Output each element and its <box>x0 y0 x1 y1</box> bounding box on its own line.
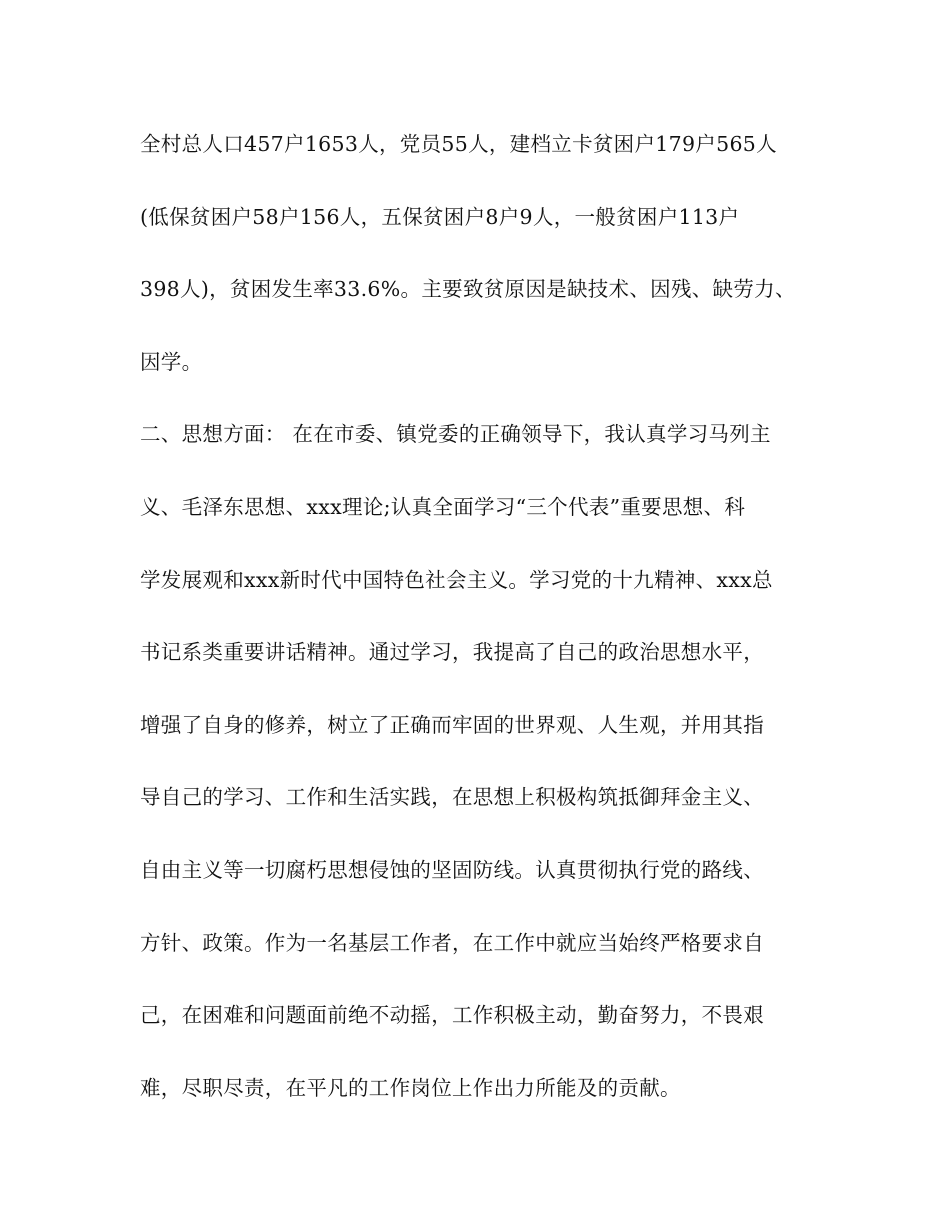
text-line: 自由主义等一切腐朽思想侵蚀的坚固防线。认真贯彻执行党的路线、 <box>140 857 764 882</box>
text-line: 导自己的学习、工作和生活实践，在思想上积极构筑抵御拜金主义、 <box>140 785 764 810</box>
text-line: (低保贫困户58户156人，五保贫困户8户9人，一般贫困户113户 <box>140 204 740 229</box>
text-line: 因学。 <box>140 349 203 374</box>
text-line: 难，尽职尽责，在平凡的工作岗位上作出力所能及的贡献。 <box>140 1075 681 1100</box>
text-line: 学发展观和xxx新时代中国特色社会主义。学习党的十九精神、xxx总 <box>140 567 773 592</box>
text-line: 书记系类重要讲话精神。通过学习，我提高了自己的政治思想水平， <box>140 640 764 665</box>
body-text <box>140 118 840 1134</box>
section-heading-line: 二、思想方面： 在在市委、镇党委的正确领导下，我认真学习马列主 <box>140 422 771 447</box>
text-line: 己，在困难和问题面前绝不动摇，工作积极主动，勤奋努力，不畏艰 <box>140 1003 764 1028</box>
text-line: 增强了自身的修养，树立了正确而牢固的世界观、人生观，并用其指 <box>140 712 764 737</box>
text-line: 义、毛泽东思想、xxx理论;认真全面学习“三个代表”重要思想、科 <box>140 494 746 519</box>
text-line: 全村总人口457户1653人，党员55人，建档立卡贫困户179户565人 <box>140 132 777 156</box>
text-line: 方针、政策。作为一名基层工作者，在工作中就应当始终严格要求自 <box>140 930 764 955</box>
text-line: 398人)，贫困发生率33.6%。主要致贫原因是缺技术、因残、缺劳力、 <box>140 277 796 302</box>
